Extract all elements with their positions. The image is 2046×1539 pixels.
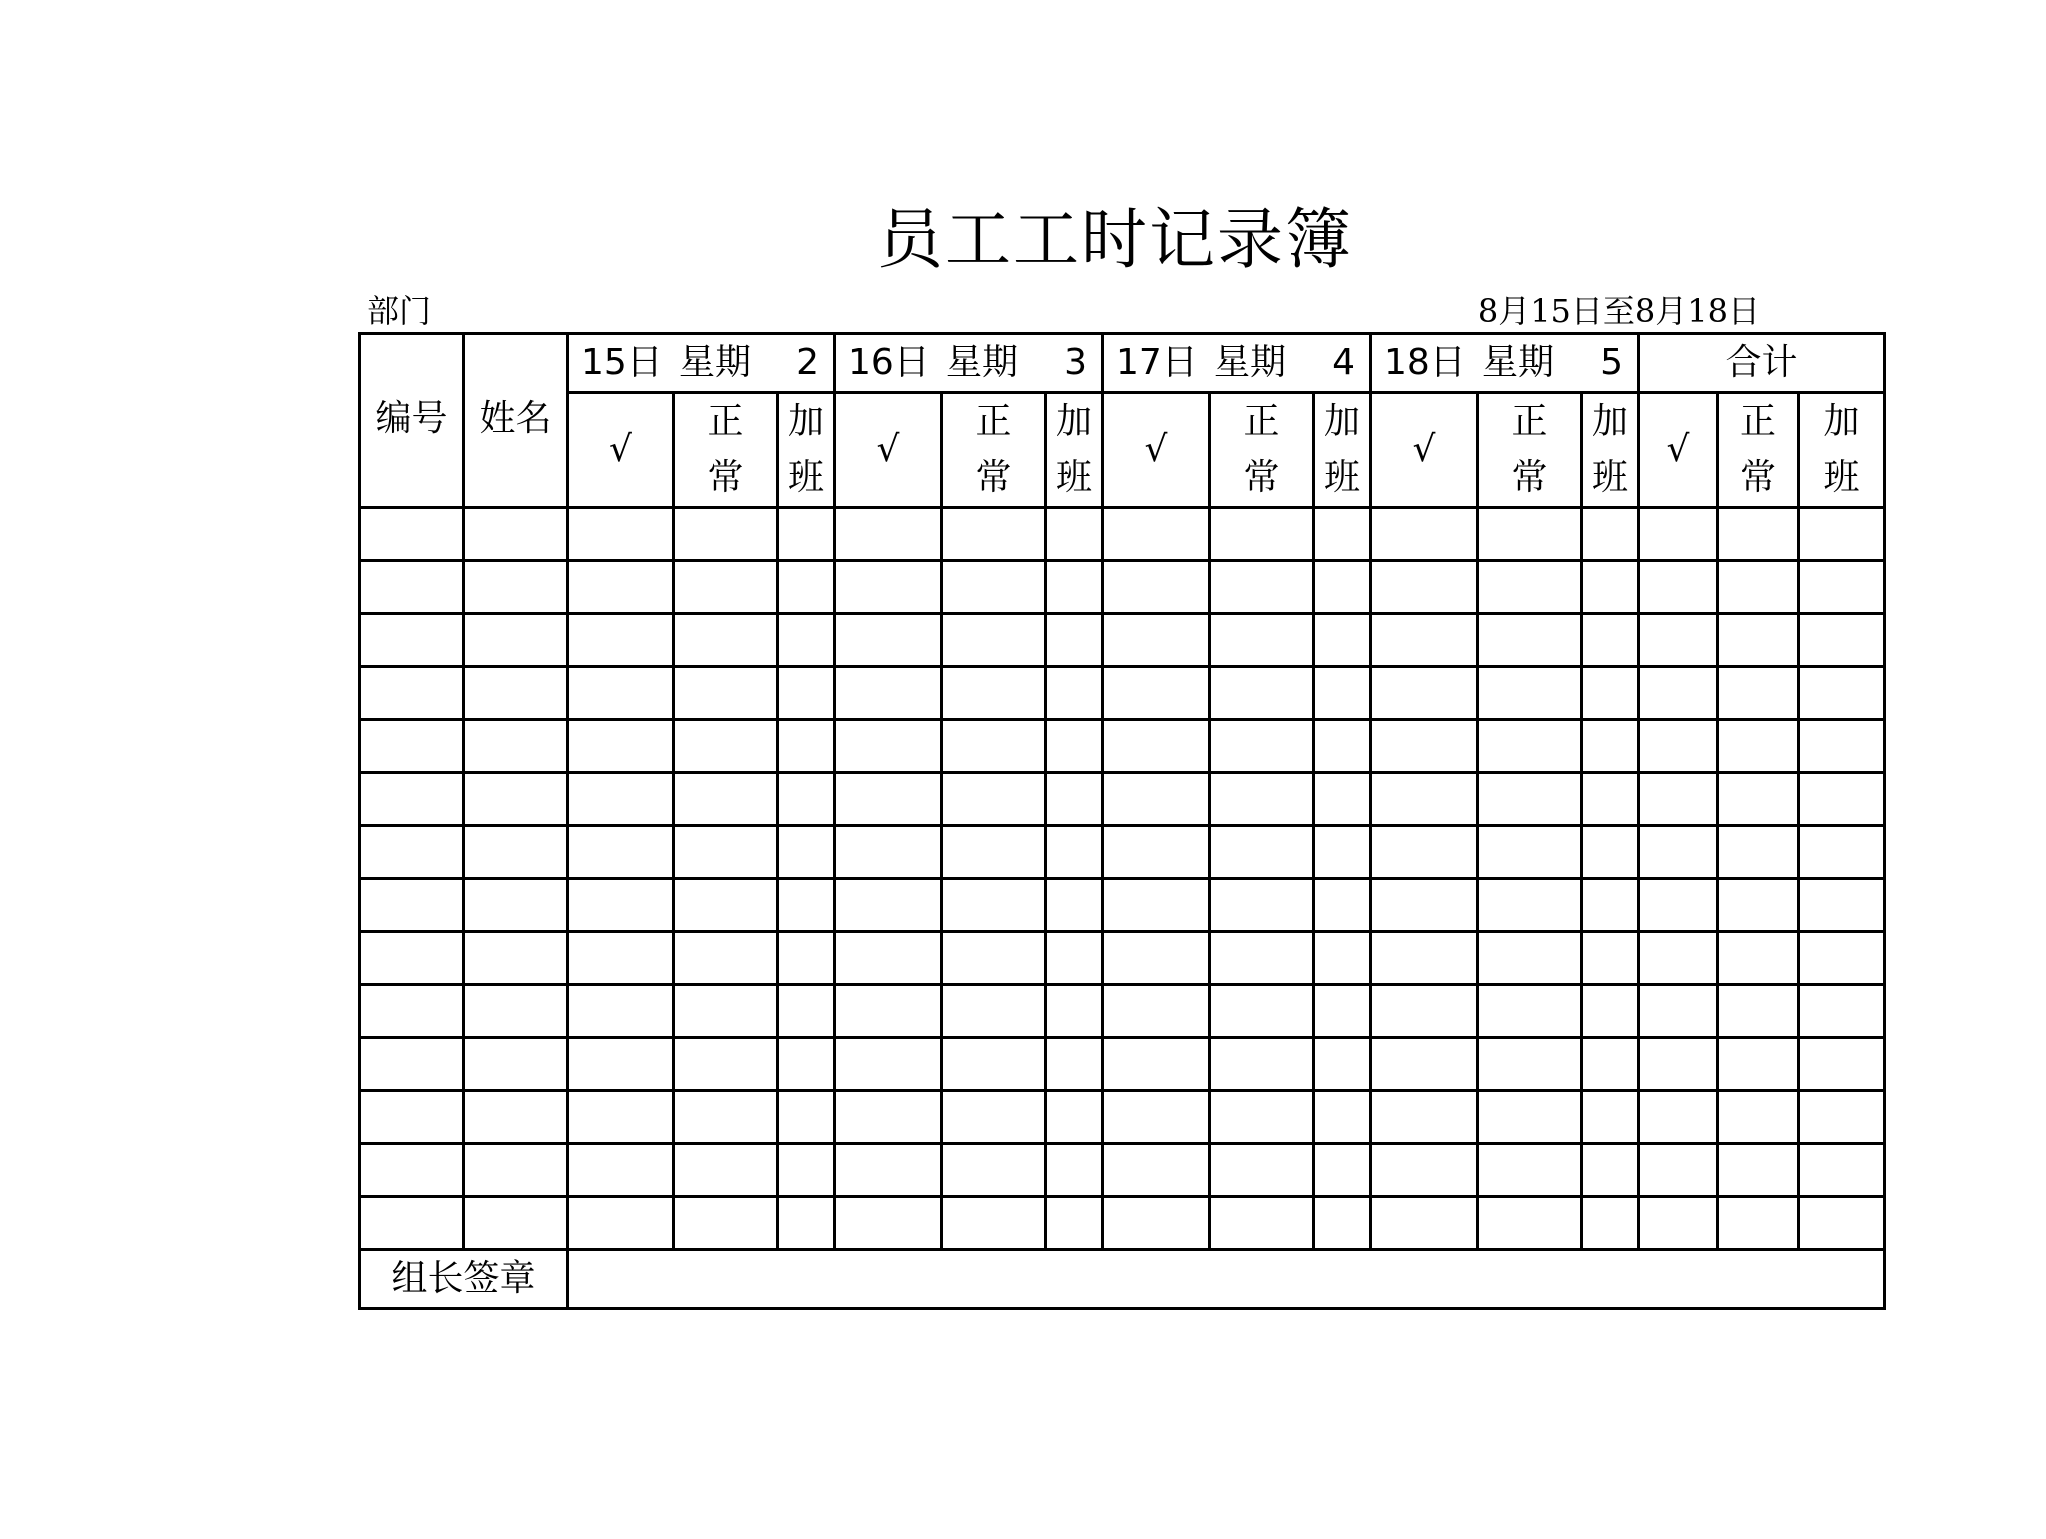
table-cell[interactable] [1210,1144,1314,1197]
signature-field[interactable] [568,1250,1885,1309]
table-cell[interactable] [1046,932,1103,985]
table-cell[interactable] [1103,508,1210,561]
table-cell[interactable] [1103,826,1210,879]
table-cell[interactable] [1478,614,1582,667]
table-cell[interactable] [778,1091,835,1144]
table-cell[interactable] [942,1038,1046,1091]
table-cell[interactable] [1718,1144,1799,1197]
table-cell[interactable] [835,508,942,561]
header-day-2 [835,334,1103,393]
table-cell[interactable] [1371,1197,1478,1250]
table-cell[interactable] [1799,1144,1885,1197]
table-cell[interactable] [1582,1091,1639,1144]
table-cell[interactable] [1639,985,1718,1038]
table-cell[interactable] [1582,773,1639,826]
day-weekday-num: 5 [1600,342,1623,383]
table-cell[interactable] [674,985,778,1038]
table-cell[interactable] [1478,773,1582,826]
table-cell[interactable] [1046,826,1103,879]
table-cell[interactable] [360,1197,464,1250]
header-normal: 正常 [674,393,778,508]
table-row [360,879,1885,932]
table-row [360,985,1885,1038]
table-cell[interactable] [464,826,568,879]
table-cell[interactable] [1371,720,1478,773]
table-cell[interactable] [1314,773,1371,826]
table-cell[interactable] [360,879,464,932]
table-cell[interactable] [674,773,778,826]
table-cell[interactable] [568,985,674,1038]
table-cell[interactable] [1371,1038,1478,1091]
table-cell[interactable] [1046,879,1103,932]
table-cell[interactable] [674,1144,778,1197]
table-cell[interactable] [674,932,778,985]
table-cell[interactable] [1478,561,1582,614]
table-cell[interactable] [778,667,835,720]
header-overtime: 加班 [1582,393,1639,508]
table-cell[interactable] [1103,667,1210,720]
table-cell[interactable] [1371,879,1478,932]
table-cell[interactable] [674,1197,778,1250]
table-cell[interactable] [1046,667,1103,720]
table-cell[interactable] [1478,508,1582,561]
table-cell[interactable] [835,932,942,985]
table-cell[interactable] [674,720,778,773]
day-weekday: 星期 [1482,342,1555,383]
table-cell[interactable] [360,985,464,1038]
table-cell[interactable] [464,1144,568,1197]
table-cell[interactable] [1314,985,1371,1038]
table-cell[interactable] [674,1091,778,1144]
table-cell[interactable] [942,879,1046,932]
table-cell[interactable] [1799,879,1885,932]
table-cell[interactable] [1582,1197,1639,1250]
table-cell[interactable] [568,773,674,826]
table-row [360,667,1885,720]
table-cell[interactable] [360,932,464,985]
table-cell[interactable] [1371,932,1478,985]
table-cell[interactable] [778,561,835,614]
header-overtime: 加班 [1314,393,1371,508]
table-cell[interactable] [568,932,674,985]
table-cell[interactable] [1210,667,1314,720]
table-cell[interactable] [778,985,835,1038]
table-cell[interactable] [1103,614,1210,667]
table-cell[interactable] [835,1038,942,1091]
table-cell[interactable] [1718,1091,1799,1144]
date-range: 8月15日至8月18日 [1477,292,1760,330]
table-cell[interactable] [1371,667,1478,720]
table-row [360,1038,1885,1091]
table-cell[interactable] [674,508,778,561]
header-day-1 [568,334,835,393]
table-cell[interactable] [778,932,835,985]
table-cell[interactable] [1639,773,1718,826]
table-cell[interactable] [942,773,1046,826]
table-cell[interactable] [1046,561,1103,614]
header-check: √ [568,393,674,508]
table-cell[interactable] [1478,1197,1582,1250]
table-cell[interactable] [1799,561,1885,614]
table-cell[interactable] [1210,826,1314,879]
table-cell[interactable] [464,720,568,773]
table-cell[interactable] [778,720,835,773]
table-cell[interactable] [1639,667,1718,720]
table-cell[interactable] [1478,667,1582,720]
table-cell[interactable] [1210,773,1314,826]
table-cell[interactable] [1799,1091,1885,1144]
table-cell[interactable] [1103,1038,1210,1091]
table-cell[interactable] [1371,614,1478,667]
table-cell[interactable] [1799,1197,1885,1250]
table-cell[interactable] [942,614,1046,667]
table-cell[interactable] [464,773,568,826]
table-cell[interactable] [1478,1144,1582,1197]
table-cell[interactable] [674,1038,778,1091]
header-total: 合计 [1639,334,1885,393]
table-row [360,1144,1885,1197]
table-cell[interactable] [1103,932,1210,985]
table-cell[interactable] [1639,1091,1718,1144]
table-cell[interactable] [942,561,1046,614]
header-check: √ [1639,393,1718,508]
table-cell[interactable] [778,1144,835,1197]
table-cell[interactable] [942,1197,1046,1250]
table-cell[interactable] [942,985,1046,1038]
table-cell[interactable] [464,879,568,932]
table-cell[interactable] [1639,826,1718,879]
table-cell[interactable] [1478,826,1582,879]
table-cell[interactable] [1314,667,1371,720]
table-cell[interactable] [464,667,568,720]
table-cell[interactable] [568,1144,674,1197]
table-cell[interactable] [1718,614,1799,667]
table-cell[interactable] [360,667,464,720]
table-cell[interactable] [1103,879,1210,932]
table-cell[interactable] [1314,1038,1371,1091]
table-cell[interactable] [1103,773,1210,826]
table-cell[interactable] [1582,879,1639,932]
table-cell[interactable] [1046,773,1103,826]
table-cell[interactable] [1371,1091,1478,1144]
table-cell[interactable] [1103,1091,1210,1144]
table-cell[interactable] [1718,508,1799,561]
header-check: √ [1103,393,1210,508]
table-cell[interactable] [942,1091,1046,1144]
day-weekday-num: 3 [1064,342,1087,383]
table-cell[interactable] [464,932,568,985]
header-check: √ [835,393,942,508]
department-label: 部门 [367,292,432,330]
table-cell[interactable] [1103,561,1210,614]
table-cell[interactable] [568,720,674,773]
table-cell[interactable] [1046,985,1103,1038]
table-cell[interactable] [568,826,674,879]
day-weekday: 星期 [1214,342,1287,383]
header-normal: 正常 [942,393,1046,508]
table-cell[interactable] [1046,508,1103,561]
table-cell[interactable] [1639,1144,1718,1197]
table-row [360,508,1885,561]
table-cell[interactable] [360,561,464,614]
day-date: 18日 [1384,342,1466,383]
header-id: 编号 [360,334,464,508]
table-cell[interactable] [360,720,464,773]
table-cell[interactable] [778,879,835,932]
table-cell[interactable] [1718,985,1799,1038]
table-row [360,1197,1885,1250]
table-cell[interactable] [1478,932,1582,985]
table-cell[interactable] [1210,561,1314,614]
table-cell[interactable] [1582,1038,1639,1091]
day-weekday: 星期 [679,342,752,383]
table-cell[interactable] [360,614,464,667]
header-check: √ [1371,393,1478,508]
table-cell[interactable] [464,614,568,667]
table-cell[interactable] [1103,720,1210,773]
table-cell[interactable] [1582,826,1639,879]
table-cell[interactable] [1639,508,1718,561]
table-cell[interactable] [1639,561,1718,614]
table-cell[interactable] [1639,614,1718,667]
timesheet-table [358,332,1886,1310]
table-cell[interactable] [1582,508,1639,561]
signature-row [360,1250,1885,1309]
table-cell[interactable] [464,1038,568,1091]
header-day-4 [1371,334,1639,393]
day-date: 15日 [581,342,663,383]
table-cell[interactable] [1799,932,1885,985]
table-cell[interactable] [1639,720,1718,773]
table-cell[interactable] [674,826,778,879]
table-row [360,932,1885,985]
table-cell[interactable] [1210,879,1314,932]
table-cell[interactable] [568,1091,674,1144]
table-cell[interactable] [674,614,778,667]
table-cell[interactable] [1718,667,1799,720]
table-cell[interactable] [835,879,942,932]
table-row [360,1091,1885,1144]
table-cell[interactable] [1314,932,1371,985]
table-cell[interactable] [1046,720,1103,773]
table-cell[interactable] [674,561,778,614]
table-cell[interactable] [942,1144,1046,1197]
header-overtime: 加班 [1799,393,1885,508]
page-title: 员工工时记录簿 [877,201,1353,278]
table-cell[interactable] [835,667,942,720]
table-cell[interactable] [360,1144,464,1197]
table-cell[interactable] [942,720,1046,773]
table-cell[interactable] [1314,508,1371,561]
table-cell[interactable] [1799,1038,1885,1091]
table-cell[interactable] [464,985,568,1038]
table-cell[interactable] [1314,1144,1371,1197]
table-cell[interactable] [778,826,835,879]
table-row [360,826,1885,879]
table-cell[interactable] [835,614,942,667]
table-row [360,720,1885,773]
header-day-3 [1103,334,1371,393]
day-date: 17日 [1116,342,1198,383]
table-cell[interactable] [1314,561,1371,614]
table-cell[interactable] [1210,720,1314,773]
table-cell[interactable] [1799,614,1885,667]
table-cell[interactable] [1371,1144,1478,1197]
table-cell[interactable] [1478,879,1582,932]
table-cell[interactable] [464,508,568,561]
table-cell[interactable] [360,773,464,826]
table-cell[interactable] [1371,508,1478,561]
table-cell[interactable] [1046,1197,1103,1250]
table-cell[interactable] [1639,1038,1718,1091]
table-cell[interactable] [1314,879,1371,932]
table-cell[interactable] [1582,561,1639,614]
table-row [360,614,1885,667]
table-cell[interactable] [1582,932,1639,985]
day-weekday-num: 4 [1332,342,1355,383]
table-cell[interactable] [1718,561,1799,614]
table-cell[interactable] [1210,614,1314,667]
header-normal: 正常 [1478,393,1582,508]
table-cell[interactable] [674,667,778,720]
table-cell[interactable] [1718,932,1799,985]
day-date: 16日 [848,342,930,383]
table-cell[interactable] [1314,826,1371,879]
table-cell[interactable] [1718,1197,1799,1250]
table-cell[interactable] [835,720,942,773]
table-cell[interactable] [835,826,942,879]
table-cell[interactable] [360,1038,464,1091]
table-cell[interactable] [942,932,1046,985]
table-cell[interactable] [1799,773,1885,826]
table-cell[interactable] [568,1038,674,1091]
table-cell[interactable] [1210,1038,1314,1091]
table-cell[interactable] [942,826,1046,879]
table-cell[interactable] [1371,985,1478,1038]
table-cell[interactable] [1210,985,1314,1038]
table-cell[interactable] [1210,508,1314,561]
table-cell[interactable] [360,1091,464,1144]
table-cell[interactable] [778,1197,835,1250]
table-cell[interactable] [464,1091,568,1144]
table-cell[interactable] [1639,932,1718,985]
table-cell[interactable] [1639,1197,1718,1250]
table-cell[interactable] [568,561,674,614]
table-cell[interactable] [778,773,835,826]
table-cell[interactable] [778,614,835,667]
header-overtime: 加班 [1046,393,1103,508]
table-cell[interactable] [778,1038,835,1091]
table-cell[interactable] [835,773,942,826]
table-cell[interactable] [1478,1038,1582,1091]
table-cell[interactable] [1103,985,1210,1038]
table-cell[interactable] [1046,614,1103,667]
table-cell[interactable] [1210,1091,1314,1144]
table-cell[interactable] [1371,773,1478,826]
table-cell[interactable] [1314,1197,1371,1250]
table-cell[interactable] [835,1197,942,1250]
table-cell[interactable] [1103,1144,1210,1197]
header-overtime: 加班 [778,393,835,508]
header-normal: 正常 [1210,393,1314,508]
table-cell[interactable] [835,1091,942,1144]
table-cell[interactable] [1582,985,1639,1038]
table-cell[interactable] [1718,1038,1799,1091]
table-cell[interactable] [464,561,568,614]
table-cell[interactable] [942,508,1046,561]
table-cell[interactable] [568,1197,674,1250]
table-cell[interactable] [360,826,464,879]
table-cell[interactable] [1371,561,1478,614]
signature-label: 组长签章 [360,1250,568,1309]
table-row [360,561,1885,614]
header-name: 姓名 [464,334,568,508]
table-cell[interactable] [464,1197,568,1250]
table-cell[interactable] [1314,720,1371,773]
table-cell[interactable] [1210,932,1314,985]
table-cell[interactable] [942,667,1046,720]
table-cell[interactable] [1314,614,1371,667]
day-weekday: 星期 [946,342,1019,383]
table-cell[interactable] [835,985,942,1038]
table-cell[interactable] [1639,879,1718,932]
table-cell[interactable] [1799,720,1885,773]
table-cell[interactable] [835,1144,942,1197]
table-cell[interactable] [1314,1091,1371,1144]
table-cell[interactable] [1718,826,1799,879]
table-cell[interactable] [1799,667,1885,720]
table-cell[interactable] [568,667,674,720]
table-cell[interactable] [1478,720,1582,773]
table-cell[interactable] [1799,985,1885,1038]
table-cell[interactable] [1478,1091,1582,1144]
table-cell[interactable] [568,879,674,932]
table-cell[interactable] [1103,1197,1210,1250]
day-weekday-num: 2 [796,342,819,383]
table-cell[interactable] [835,561,942,614]
table-cell[interactable] [1582,667,1639,720]
header-normal: 正常 [1718,393,1799,508]
table-cell[interactable] [1046,1091,1103,1144]
table-cell[interactable] [1478,985,1582,1038]
table-cell[interactable] [1582,1144,1639,1197]
table-cell[interactable] [1371,826,1478,879]
table-cell[interactable] [1210,1197,1314,1250]
table-cell[interactable] [1799,508,1885,561]
table-cell[interactable] [674,879,778,932]
table-cell[interactable] [1799,826,1885,879]
table-cell[interactable] [1582,720,1639,773]
table-cell[interactable] [1046,1038,1103,1091]
table-cell[interactable] [1718,879,1799,932]
table-cell[interactable] [1718,720,1799,773]
table-cell[interactable] [1718,773,1799,826]
table-cell[interactable] [1582,614,1639,667]
table-cell[interactable] [778,508,835,561]
table-cell[interactable] [568,614,674,667]
table-cell[interactable] [1046,1144,1103,1197]
table-cell[interactable] [360,508,464,561]
table-row [360,773,1885,826]
table-cell[interactable] [568,508,674,561]
